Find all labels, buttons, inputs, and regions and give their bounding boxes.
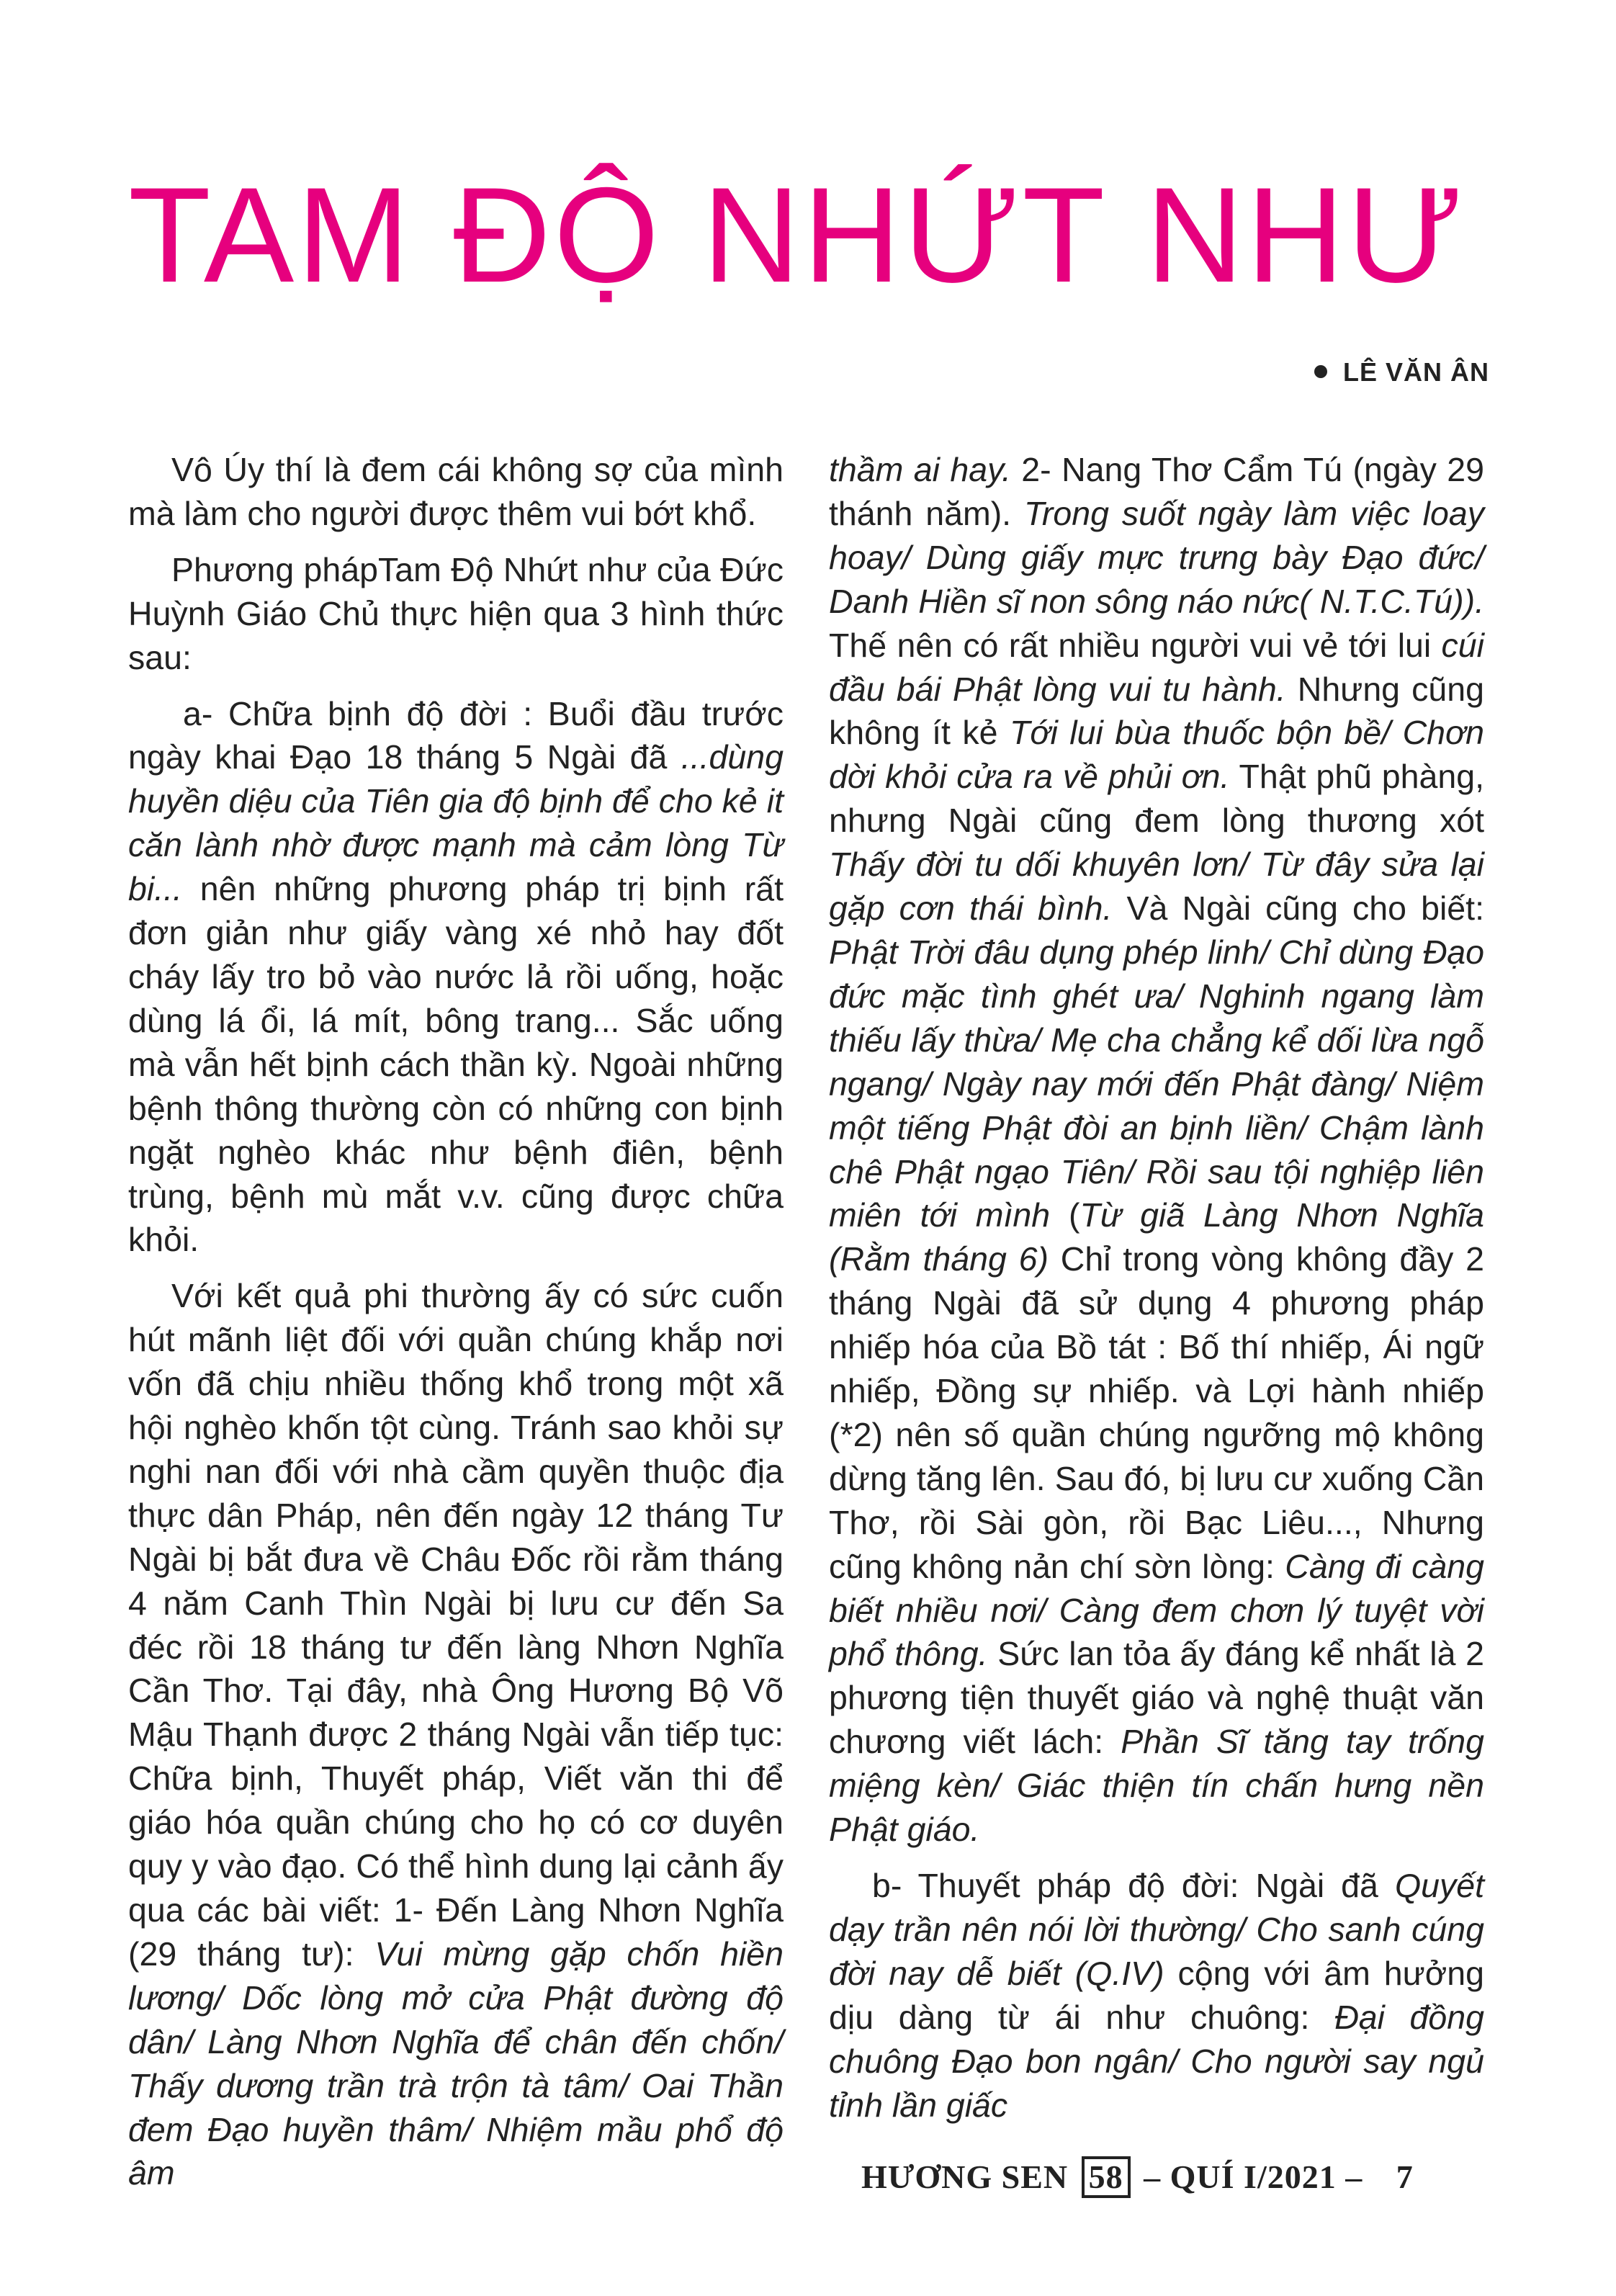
text: Thế nên có rất nhiều người vui vẻ tới lui xyxy=(829,626,1442,664)
author-name: LÊ VĂN ÂN xyxy=(1342,357,1489,387)
quote: Trong suốt ngày làm việc loay hoay/ Dùng giấy mực trưng bày Đạo đức/ Danh Hiền sĩ non sông náo nức( N.T.C.Tú)). xyxy=(829,494,1484,620)
text: Và Ngài cũng cho biết: xyxy=(1112,889,1484,928)
text: Với kết quả phi thường ấy có sức cuốn hút mãnh liệt đối với quần chúng khắp nơi vốn đã chịu nhiều thống khổ trong một xã hội nghèo khốn tột cùng. Tránh sao khỏi sự nghi nan đối với nhà cầm quyền thuộc địa thực dân Pháp, nên đến ngày 12 tháng Tư Ngài bị bắt đưa về Châu Đốc rồi rằm tháng 4 năm Canh Thìn Ngài bị lưu cư đến Sa đéc rồi 18 tháng tư đến làng Nhơn Nghĩa Cần Thơ. Tại đây, nhà Ông Hương Bộ Võ Mậu Thạnh được 2 tháng Ngài vẫn tiếp tục: Chữa bịnh, Thuyết pháp, Viết văn thi để giáo hóa quần chúng cho họ có cơ duyên quy y vào đạo. Có thể hình dung lại cảnh ấy qua các bài viết: 1- Đến Làng Nhơn Nghĩa (29 tháng tư): xyxy=(128,1277,784,1973)
quote: Phật Trời đâu dụng phép linh/ Chỉ dùng Đạo đức mặc tình ghét ưa/ Nghinh ngang làm thiếu lấy thừa/ Mẹ cha chẳng kể dối lừa ngỗ ngang/ Ngày nay mới đến Phật đàng/ Niệm một tiếng Phật đòi an bịnh liền/ Chậm lành chê Phật ngạo Tiên/ Rồi sau tội nghiệp liên miên tới mình xyxy=(829,933,1484,1234)
text: 2- Nang Thơ Cẩm Tú (ngày 29 thánh năm). xyxy=(829,451,1484,532)
issue-quarter: – QUÍ I/2021 – xyxy=(1144,2158,1363,2195)
paragraph xyxy=(128,1274,784,2195)
left-column xyxy=(128,448,784,2207)
text: nên những phương pháp trị bịnh rất đơn giản như giấy vàng xé nhỏ hay đốt cháy lấy tro bỏ vào nước lả rồi uống, hoặc dùng lá ổi, lá mít, bông trang... Sắc uống mà vẫn hết bịnh cách thần kỳ. Ngoài những bệnh thông thường còn có những con bịnh ngặt nghèo khác như bệnh điên, bệnh trùng, bệnh mù mắt v.v. cũng được chữa khỏi. xyxy=(128,870,784,1259)
quote: cúi đầu bái Phật lòng vui tu hành. xyxy=(829,626,1484,708)
text: Thật phũ phàng, nhưng Ngài cũng đem lòng thương xót xyxy=(829,758,1484,840)
text: Phương phápTam Độ Nhứt như của Đức Huỳnh Giáo Chủ thực hiện qua 3 hình thức sau: xyxy=(128,550,784,676)
quote: Thấy đời tu dối khuyên lơn/ Từ đây sửa lại gặp cơn thái bình. xyxy=(829,846,1484,928)
paragraph xyxy=(128,448,784,536)
quote: Tới lui bùa thuốc bộn bề/ Chơn dời khỏi cửa ra về phủi ơn. xyxy=(829,714,1484,796)
issue-number: 58 xyxy=(1082,2156,1131,2198)
article-title: TAM ĐỘ NHỨT NHƯ xyxy=(128,159,1466,310)
quote: thầm ai hay. xyxy=(829,451,1011,488)
text: Sức lan tỏa ấy đáng kể nhất là 2 phương tiện thuyết giáo và nghệ thuật văn chương viết lách: xyxy=(829,1635,1484,1761)
quote: Đại đồng chuông Đạo bon ngân/ Cho người say ngủ tỉnh lần giấc xyxy=(829,1998,1485,2124)
text: Nhưng cũng không ít kẻ xyxy=(829,670,1485,752)
paragraph xyxy=(128,548,784,680)
paragraph xyxy=(829,1864,1484,2127)
text: a- Chữa bịnh độ đời : Buổi đầu trước ngày khai Đạo 18 tháng 5 Ngài đã xyxy=(128,694,784,776)
quote: Phần Sĩ tăng tay trống miệng kèn/ Giác thiện tín chấn hưng nền Phật giáo. xyxy=(829,1723,1484,1849)
text: Chỉ trong vòng không đầy 2 tháng Ngài đã sử dụng 4 phương pháp nhiếp hóa của Bồ tát : Bố thí nhiếp, Ái ngữ nhiếp, Đồng sự nhiếp. và Lợi hành nhiếp (*2) nên số quần chúng ngưỡng mộ không dừng tăng lên. Sau đó, bị lưu cư xuống Cần Thơ, rồi Sài gòn, rồi Bạc Liêu..., Nhưng cũng không nản chí sờn lòng: xyxy=(829,1240,1484,1585)
quote: Từ giã Làng Nhơn Nghĩa (Rằm tháng 6) xyxy=(829,1196,1484,1278)
quote: Càng đi càng biết nhiều nơi/ Càng đem chơn lý tuyệt vời phổ thông. xyxy=(829,1547,1484,1673)
right-column xyxy=(829,448,1484,2139)
text: ( xyxy=(1050,1196,1080,1234)
page-footer xyxy=(861,2156,1414,2198)
quote: Vui mừng gặp chốn hiền lương/ Dốc lòng mở cửa Phật đường độ dân/ Làng Nhơn Nghĩa để chân đến chốn/ Thấy dương trần trà trộn tà tâm/ Oai Thần đem Đạo huyền thâm/ Nhiệm mầu phổ độ âm xyxy=(128,1934,784,2192)
byline xyxy=(1314,357,1489,387)
quote: Quyết dạy trần nên nói lời thường/ Cho sanh cúng đời nay dễ biết (Q.IV) xyxy=(829,1867,1484,1992)
quote: ...dùng huyền diệu của Tiên gia độ bịnh để cho kẻ it căn lành nhờ được mạnh mà cảm lòng Từ bi... xyxy=(128,738,784,908)
page-number: 7 xyxy=(1396,2158,1414,2195)
paragraph xyxy=(128,692,784,1263)
bullet-icon xyxy=(1314,365,1327,378)
magazine-name: HƯƠNG SEN xyxy=(861,2158,1069,2195)
text: Vô Úy thí là đem cái không sợ của mình mà làm cho người được thêm vui bớt khổ. xyxy=(128,451,784,532)
text: cộng với âm hưởng dịu dàng từ ái như chuông: xyxy=(829,1954,1484,2036)
text: b- Thuyết pháp độ đời: Ngài đã xyxy=(872,1867,1395,1904)
paragraph xyxy=(829,448,1484,1852)
